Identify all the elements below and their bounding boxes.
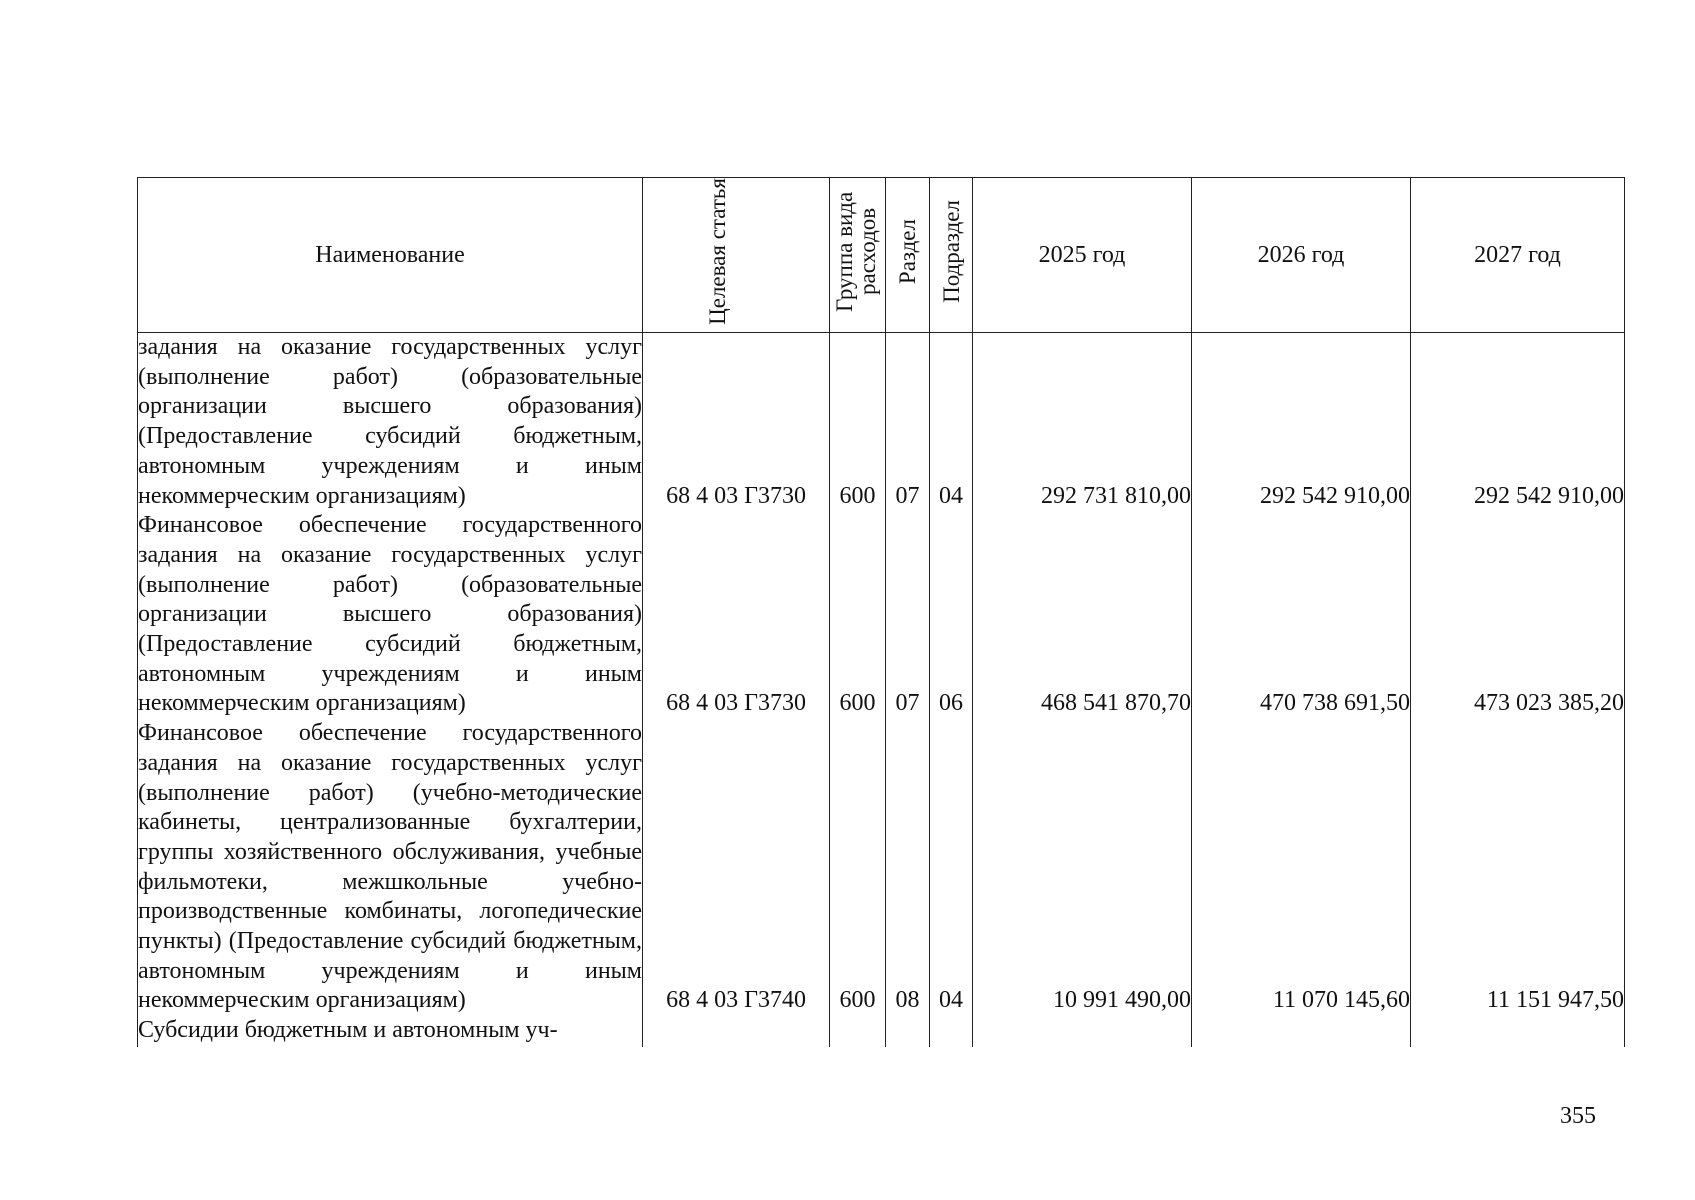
- row-2027: 473 023 385,20: [1411, 511, 1625, 719]
- row-2026: 292 542 910,00: [1192, 333, 1411, 512]
- row-section: 07: [886, 511, 930, 719]
- header-2025: 2025 год: [973, 178, 1192, 333]
- row-target: 68 4 03 Г3740: [643, 719, 830, 1016]
- header-subsection: Подраздел: [930, 178, 973, 333]
- row-2025: 468 541 870,70: [973, 511, 1192, 719]
- row-subsection: 04: [930, 333, 973, 512]
- page-number: 355: [1560, 1103, 1596, 1129]
- row-2025: 10 991 490,00: [973, 719, 1192, 1016]
- continuation-text: Субсидии бюджетным и автономным уч-: [138, 1016, 643, 1047]
- row-group: 600: [830, 333, 886, 512]
- header-2026: 2026 год: [1192, 178, 1411, 333]
- header-row: [138, 178, 1625, 333]
- table-row: [138, 511, 1625, 719]
- row-2025: 292 731 810,00: [973, 333, 1192, 512]
- row-name: задания на оказание государственных услуг (выполнение работ) (образовательные организации высшего образования) (Предоставление субсидий бюджетным, автономным учреждениям и иным некоммерческим организациям): [138, 333, 643, 512]
- table-row-continuation: [138, 1016, 1625, 1047]
- row-group: 600: [830, 719, 886, 1016]
- header-2027: 2027 год: [1411, 178, 1625, 333]
- row-group: 600: [830, 511, 886, 719]
- header-target: Целевая статья: [643, 178, 830, 333]
- row-target: 68 4 03 Г3730: [643, 333, 830, 512]
- row-subsection: 06: [930, 511, 973, 719]
- row-2026: 11 070 145,60: [1192, 719, 1411, 1016]
- budget-table: [137, 177, 1625, 1047]
- header-section: Раздел: [886, 178, 930, 333]
- table-row: [138, 333, 1625, 512]
- row-2027: 11 151 947,50: [1411, 719, 1625, 1016]
- row-target: 68 4 03 Г3730: [643, 511, 830, 719]
- header-group: Группа вида расходов: [830, 178, 886, 333]
- row-2027: 292 542 910,00: [1411, 333, 1625, 512]
- row-name: Финансовое обеспечение государственного задания на оказание государственных услуг (выполнение работ) (образовательные организации высшего образования) (Предоставление субсидий бюджетным, автономным учреждениям и иным некоммерческим организациям): [138, 511, 643, 719]
- row-name: Финансовое обеспечение государственного задания на оказание государственных услуг (выполнение работ) (учебно-методические кабинеты, централизованные бухгалтерии, группы хозяйственного обслуживания, учебные фильмотеки, межшкольные учебно-производственные комбинаты, логопедические пункты) (Предоставление субсидий бюджетным, автономным учреждениям и иным некоммерческим организациям): [138, 719, 643, 1016]
- row-subsection: 04: [930, 719, 973, 1016]
- row-section: 08: [886, 719, 930, 1016]
- row-2026: 470 738 691,50: [1192, 511, 1411, 719]
- header-name: Наименование: [138, 178, 643, 333]
- row-section: 07: [886, 333, 930, 512]
- table-row: [138, 719, 1625, 1016]
